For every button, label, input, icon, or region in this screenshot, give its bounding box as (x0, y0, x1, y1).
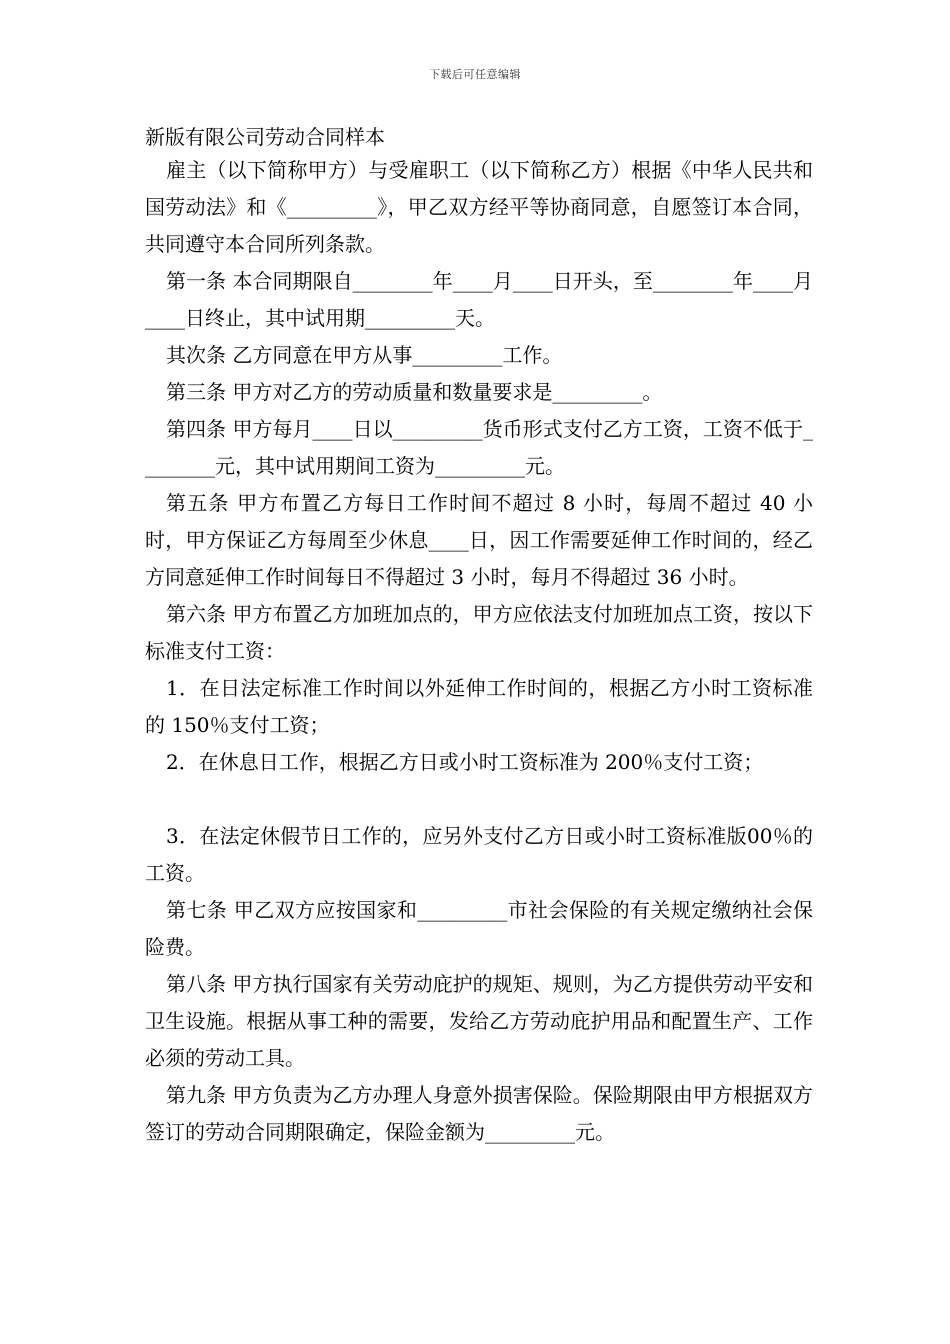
paragraph-article-3: 第三条 甲方对乙方的劳动质量和数量要求是_________。 (166, 380, 663, 404)
page-header: 下载后可任意编辑 (429, 68, 521, 81)
paragraph-preamble: 雇主（以下简称甲方）与受雇职工（以下简称乙方）根据《中华人民共和国劳动法》和《_________》，甲乙双方经平等协商同意，自愿签订本合同，共同遵守本合同所列条款。 (145, 158, 813, 256)
paragraph-item-1: 1．在日法定标准工作时间以外延伸工作时间的，根据乙方小时工资标准的 150％支付工资； (145, 676, 813, 737)
paragraph-item-2: 2．在休息日工作，根据乙方日或小时工资标准为 200％支付工资； (166, 750, 764, 774)
paragraph-article-7: 第七条 甲乙双方应按国家和_________市社会保险的有关规定缴纳社会保险费。 (145, 898, 813, 959)
paragraph-item-3: 3．在法定休假节日工作的，应另外支付乙方日或小时工资标准版00％的工资。 (145, 824, 813, 885)
paragraph-article-2: 其次条 乙方同意在甲方从事_________工作。 (166, 343, 563, 367)
document-body (145, 122, 813, 1151)
blank-line (145, 781, 813, 818)
paragraph-article-4: 第四条 甲方每月____日以_________货币形式支付乙方工资，工资不低于________元，其中试用期间工资为_________元。 (145, 417, 813, 478)
paragraph-article-1: 第一条 本合同期限自________年____月____日开头，至________年____月____日终止，其中试用期_________天。 (145, 269, 813, 330)
paragraph-article-5: 第五条 甲方布置乙方每日工作时间不超过 8 小时，每周不超过 40 小时，甲方保证乙方每周至少休息____日，因工作需要延伸工作时间的，经乙方同意延伸工作时间每日不得超过 3 小时，每月不得超过 36 小时。 (145, 491, 813, 589)
paragraph-article-9: 第九条 甲方负责为乙方办理人身意外损害保险。保险期限由甲方根据双方签订的劳动合同期限确定，保险金额为_________元。 (145, 1083, 813, 1144)
paragraph-article-6: 第六条 甲方布置乙方加班加点的，甲方应依法支付加班加点工资，按以下标准支付工资： (145, 602, 813, 663)
paragraph-article-8: 第八条 甲方执行国家有关劳动庇护的规矩、规则，为乙方提供劳动平安和卫生设施。根据从事工种的需要，发给乙方劳动庇护用品和配置生产、工作必须的劳动工具。 (145, 972, 813, 1070)
document-title: 新版有限公司劳动合同样本 (145, 125, 385, 149)
